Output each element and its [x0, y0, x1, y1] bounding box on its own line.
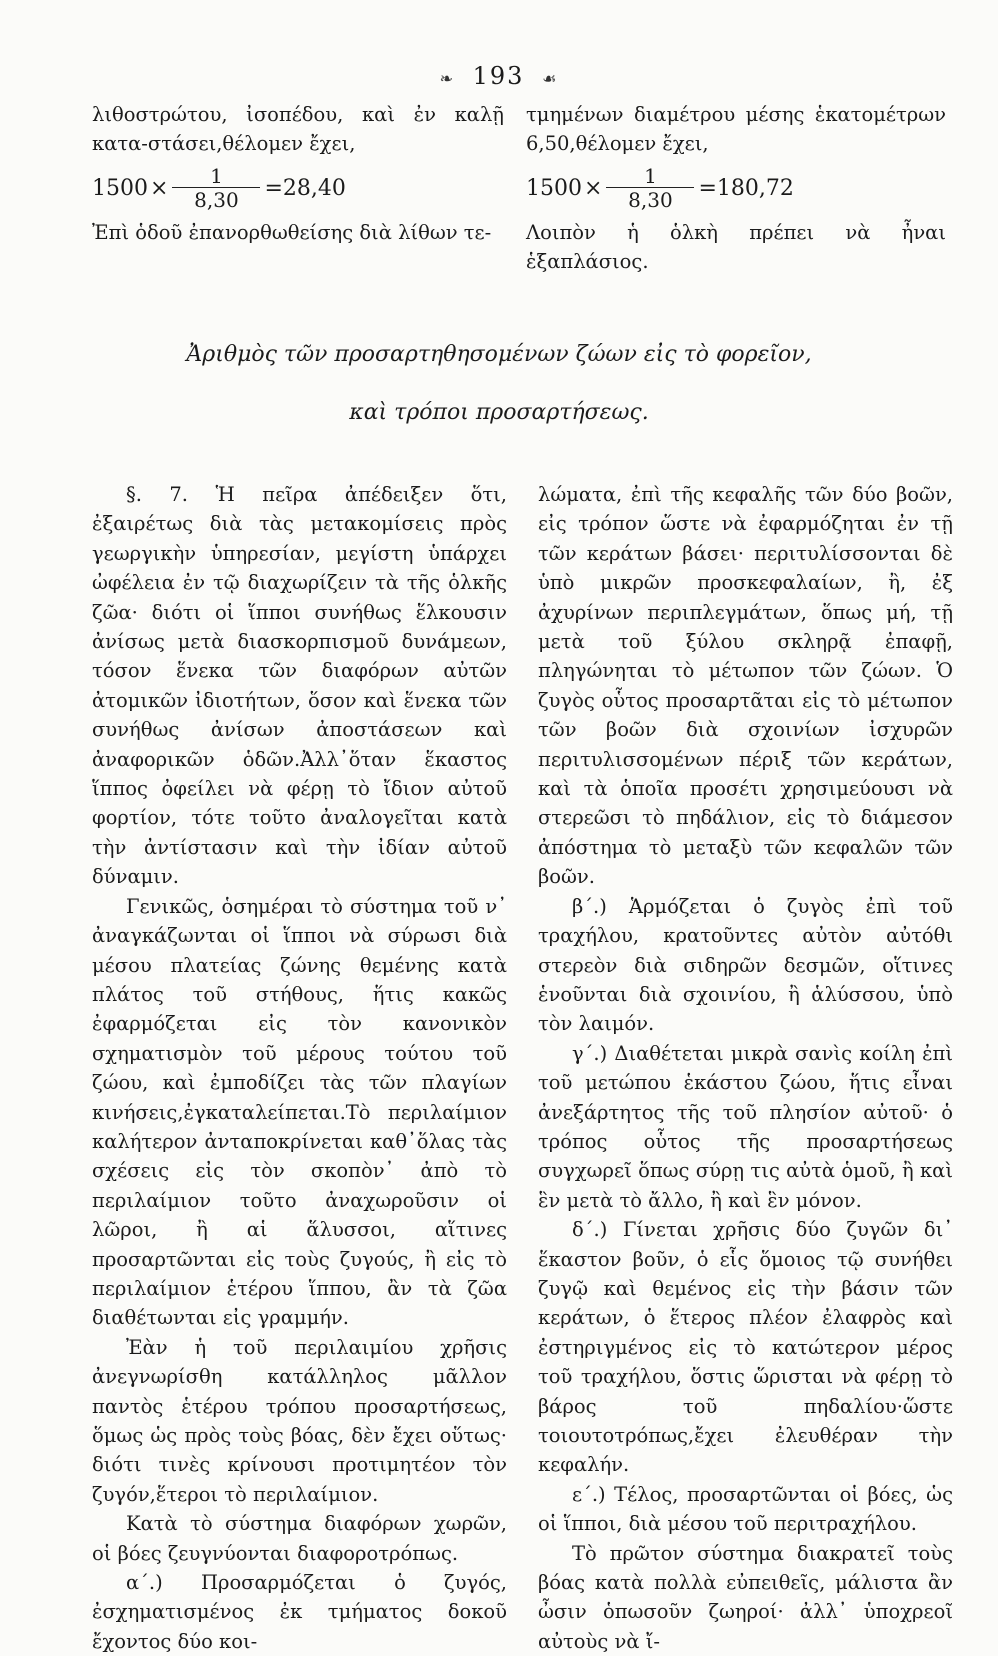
paragraph: Κατὰ τὸ σύστημα διαφόρων χωρῶν, οἱ βόες ζευγνύονται διαφοροτρόπως.	[92, 1512, 507, 1565]
paragraph: δ΄.) Γίνεται χρῆσις δύο ζυγῶν δι᾽ ἕκαστον βοῦν, ὁ εἷς ὅμοιος τῷ συνήθει ζυγῷ καὶ θεμένος εἰς τὴν βάσιν τῶν κεράτων, ὁ ἕτερος πλέον ἐλαφρὸς καὶ ἐστηριγμένος εἰς τὸ κατώτερον μέρος τοῦ τραχήλου, ὅστις ὥρισται νὰ φέρῃ τὸ βάρος τοῦ πηδαλίου·ὥστε τοιουτοτρόπως,ἔχει ἐλευθέραν τὴν κεφαλήν.	[538, 1218, 953, 1477]
ornament-left-icon: ❧	[439, 69, 455, 88]
formula-left	[92, 165, 504, 212]
page-header	[0, 62, 998, 90]
formula-lhs: 1500	[92, 175, 148, 201]
section-heading-line2: καὶ τρόποι προσαρτήσεως.	[349, 400, 649, 425]
times-icon: ×	[150, 175, 169, 201]
formula-right	[526, 165, 946, 212]
top-left-block	[92, 100, 504, 247]
top-right-text-after: Λοιπὸν ἡ ὁλκὴ πρέπει νὰ ἦναι ἑξαπλάσιος.	[526, 220, 946, 274]
paragraph: γ΄.) Διαθέτεται μικρὰ σανὶς κοίλη ἐπὶ τοῦ μετώπου ἑκάστου ζώου, ἥτις εἶναι ἀνεξάρτητος τῆς τοῦ πλησίον αὐτοῦ· ὁ τρόπος οὗτος τῆς προσαρτήσεως συγχωρεῖ ὅπως σύρῃ τις αὐτὰ ὁμοῦ, ἢ καὶ ἓν μετὰ τὸ ἄλλο, ἢ καὶ ἓν μόνον.	[538, 1041, 953, 1212]
top-left-text-after: Ἐπὶ ὁδοῦ ἐπανορθωθείσης διὰ λίθων τε-	[92, 220, 492, 244]
paragraph: Γενικῶς, ὁσημέραι τὸ σύστημα τοῦ ν᾽ ἀναγκάζωνται οἱ ἵπποι νὰ σύρωσι διὰ μέσου πλατείας ζώνης θεμένης κατὰ πλάτος τοῦ στήθους, ἥτις κακῶς ἐφαρμόζεται εἰς τὸν κανονικὸν σχηματισμὸν τοῦ μέρους τούτου τοῦ ζώου, καὶ ἐμποδίζει τὰς τῶν πλαγίων κινήσεις,ἐγκαταλείπεται.Τὸ περιλαίμιον καλήτερον ἀνταποκρίνεται καθ᾽ὅλας τὰς σχέσεις εἰς τὸν σκοπὸν᾽ ἀπὸ τὸ περιλαίμιον τοῦτο ἀναχωροῦσιν οἱ λῶροι, ἢ αἱ ἅλυσσοι, αἵτινες προσαρτῶνται εἰς τοὺς ζυγούς, ἢ εἰς τὸ περιλαίμιον ἑτέρου ἵππου, ἂν τὰ ζῶα διαθέτωνται εἰς γραμμήν.	[92, 894, 507, 1330]
fraction-denominator: 8,30	[194, 187, 239, 212]
top-right-block	[526, 100, 946, 277]
fraction-numerator: 1	[210, 163, 223, 188]
ornament-right-icon: ☙	[542, 69, 559, 88]
fraction	[172, 165, 260, 212]
paragraph: α΄.) Προσαρμόζεται ὁ ζυγός, ἐσχηματισμένος ἐκ τμήματος δοκοῦ ἔχοντος δύο κοι-	[92, 1571, 507, 1653]
formula-result: =180,72	[698, 175, 794, 201]
page-number: 193	[472, 62, 525, 90]
top-left-text: λιθοστρώτου, ἰσοπέδου, καὶ ἐν καλῇ κατα-στάσει,θέλομεν ἔχει,	[92, 103, 504, 156]
paragraph: Τὸ πρῶτον σύστημα διακρατεῖ τοὺς βόας κατὰ πολλὰ εὐπειθεῖς, μάλιστα ἂν ὦσιν ὁπωσοῦν ζωηροί· ἀλλ᾽ ὑποχρεοῖ αὐτοὺς νὰ ἴ-	[538, 1541, 953, 1653]
section-heading-line1: Ἀριθμὸς τῶν προσαρτηθησομένων ζώων εἰς τὸ φορεῖον,	[186, 342, 812, 367]
paragraph: §. 7. Ἡ πεῖρα ἀπέδειξεν ὅτι, ἐξαιρέτως διὰ τὰς μετακομίσεις πρὸς γεωργικὴν ὑπηρεσίαν, μεγίστη ὑπάρχει ὠφέλεια ἐν τῷ διαχωρίζειν τὰ τῆς ὁλκῆς ζῶα· διότι οἱ ἵπποι συνήθως ἕλκουσιν ἀνίσως μετὰ διασκορπισμοῦ δυνάμεων, τόσον ἕνεκα τῶν διαφόρων αὐτῶν ἀτομικῶν ἰδιοτήτων, ὅσον καὶ ἕνεκα τῶν συνήθως ἀνίσων ἀποστάσεων καὶ ἀναφορικῶν ὁδῶν.Ἀλλ᾽ὅταν ἕκαστος ἵππος ὀφείλει νὰ φέρῃ τὸ ἴδιον αὐτοῦ φορτίον, τότε τοῦτο ἀναλογεῖται κατὰ τὴν ἀντίστασιν καὶ τὴν ἰδίαν αὐτοῦ δύναμιν.	[92, 483, 507, 889]
times-icon: ×	[584, 175, 603, 201]
fraction-numerator: 1	[644, 163, 657, 188]
top-right-text: τμημένων διαμέτρου μέσης ἑκατομέτρων 6,50,θέλομεν ἔχει,	[526, 103, 946, 156]
paragraph: Ἐὰν ἡ τοῦ περιλαιμίου χρῆσις ἀνεγνωρίσθη κατάλληλος μᾶλλον παντὸς ἑτέρου τρόπου προσαρτήσεως, ὅμως ὡς πρὸς τοὺς βόας, δὲν ἔχει οὕτως· διότι τινὲς κρίνουσι προτιμητέον τὸν ζυγόν,ἕτεροι τὸ περιλαίμιον.	[92, 1335, 507, 1506]
paragraph: λώματα, ἐπὶ τῆς κεφαλῆς τῶν δύο βοῶν, εἰς τρόπον ὥστε νὰ ἐφαρμόζηται ἐν τῇ τῶν κεράτων βάσει· περιτυλίσσονται δὲ ὑπὸ μικρῶν προσκεφαλαίων, ἢ, ἐξ ἀχυρίνων περιπλεγμάτων, ὅπως μή, τῇ μετὰ τοῦ ξύλου σκληρᾷ ἐπαφῇ, πληγώνηται τὸ μέτωπον τῶν ζώων. Ὁ ζυγὸς οὗτος προσαρτᾶται εἰς τὸ μέτωπον τῶν βοῶν διὰ σχοινίων ἰσχυρῶν περιτυλισσομένων πέριξ τῶν κεράτων, καὶ τὰ ὁποῖα προσέτι χρησιμεύουσι νὰ στερεῶσι τὸ πηδάλιον, εἰς τὸ διάμεσον ἀπόστημα τὸ μεταξὺ τῶν κεφαλῶν τῶν βοῶν.	[538, 483, 953, 889]
paragraph: ε΄.) Τέλος, προσαρτῶνται οἱ βόες, ὡς οἱ ἵπποι, διὰ μέσου τοῦ περιτραχήλου.	[538, 1482, 953, 1536]
fraction	[606, 165, 694, 212]
paragraph: β΄.) Ἁρμόζεται ὁ ζυγὸς ἐπὶ τοῦ τραχήλου, κρατοῦντες αὐτὸν αὐτόθι στερεὸν διὰ σιδηρῶν δεσμῶν, οἵτινες ἑνοῦνται διὰ σχοινίου, ἢ ἁλύσσου, ὑπὸ τὸν λαιμόν.	[538, 894, 953, 1036]
formula-lhs: 1500	[526, 175, 582, 201]
formula-result: =28,40	[264, 175, 346, 201]
right-column	[538, 480, 953, 1656]
left-column	[92, 480, 507, 1656]
fraction-denominator: 8,30	[628, 187, 673, 212]
